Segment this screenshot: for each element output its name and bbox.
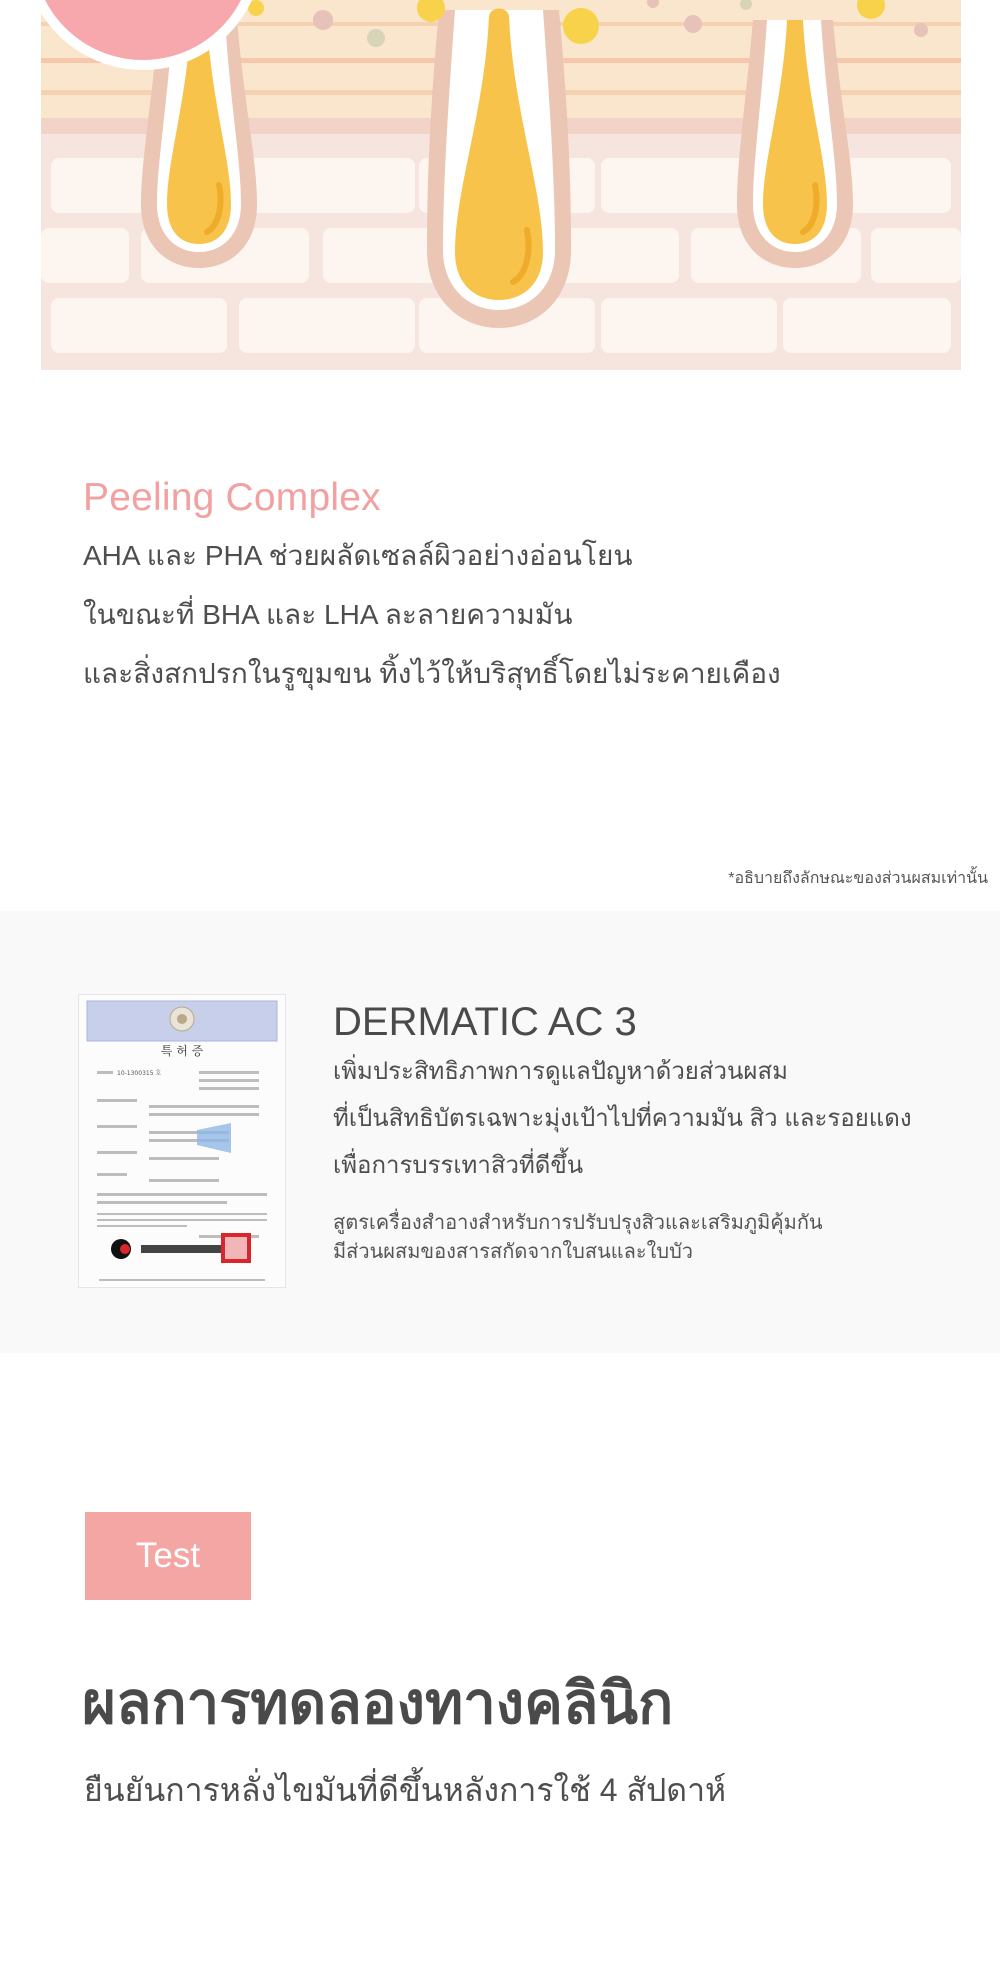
skin-illustration <box>41 0 961 370</box>
patent-section <box>0 911 1000 1353</box>
ingredient-footnote: *อธิบายถึงลักษณะของส่วนผสมเท่านั้น <box>728 870 988 887</box>
skin-pore-cross-section-icon <box>41 0 961 370</box>
description-line: และสิ่งสกปรกในรูขุมขน ทิ้งไว้ให้บริสุทธิ์โดยไม่ระคายเคือง <box>83 658 781 689</box>
peeling-complex-section <box>83 470 943 703</box>
clinical-test-subheading: ยืนยันการหลั่งไขมันที่ดีขึ้นหลังการใช้ 4 สัปดาห์ <box>84 1772 727 1808</box>
patent-certificate-icon <box>79 995 285 1287</box>
patent-certificate-image <box>78 994 286 1288</box>
patent-description-line: ที่เป็นสิทธิบัตรเฉพาะมุ่งเป้าไปที่ความมัน สิว และรอยแดง <box>333 1105 912 1132</box>
description-line: ในขณะที่ BHA และ LHA ละลายความมัน <box>83 599 573 630</box>
certificate-number: 10-1300315 호 <box>117 1070 162 1077</box>
patent-description-line: เพิ่มประสิทธิภาพการดูแลปัญหาด้วยส่วนผสม <box>333 1058 788 1085</box>
description-line: AHA และ PHA ช่วยผลัดเซลล์ผิวอย่างอ่อนโยน <box>83 540 633 571</box>
certificate-heading: 특 허 증 <box>160 1044 204 1058</box>
patent-text <box>333 996 973 1267</box>
patent-title: DERMATIC AC 3 <box>333 1000 637 1044</box>
patent-formula-note <box>333 1209 973 1267</box>
clinical-test-heading: ผลการทดลองทางคลินิก <box>82 1671 674 1736</box>
patent-description-line: เพื่อการบรรเทาสิวที่ดีขึ้น <box>333 1152 584 1179</box>
peeling-complex-title: Peeling Complex <box>83 476 381 519</box>
peeling-complex-description <box>83 526 943 703</box>
patent-description <box>333 1048 973 1189</box>
patent-note-line: มีส่วนผสมของสารสกัดจากใบสนและใบบัว <box>333 1241 694 1263</box>
patent-note-line: สูตรเครื่องสำอางสำหรับการปรับปรุงสิวและเสริมภูมิคุ้มกัน <box>333 1212 823 1234</box>
test-badge: Test <box>85 1512 251 1600</box>
